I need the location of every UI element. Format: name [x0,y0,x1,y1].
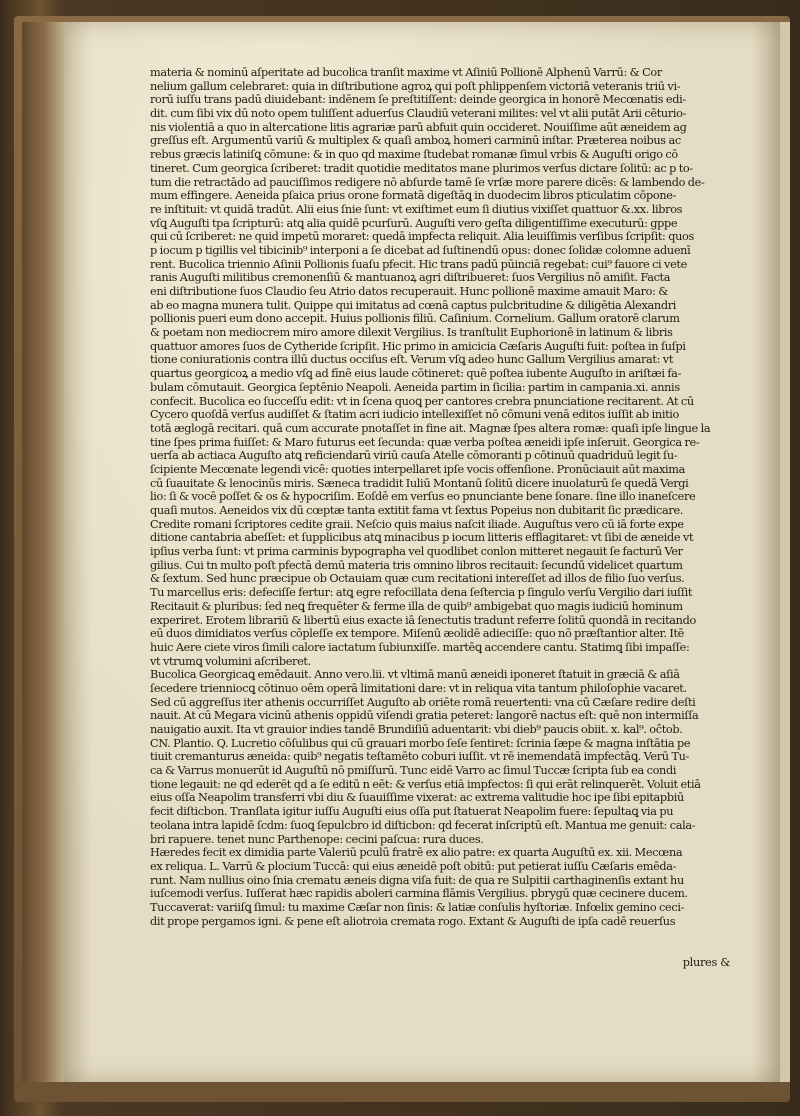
text-line: teolana intra lapidē ſcdm: ſuoꝗ ſepulcbro id diſticbon: qd fecerat inſcriptū eſt. Mantua me genuit: cala- [150,818,696,832]
text-line: quaſi mutos. Aeneidos vix dū cœptæ tanta extitit fama vt ſextus Popeius non dubitarit ſic prædicare. [150,504,684,517]
text-line: quattuor amores ſuos de Cytheride ſcripſit. Hic primo in amicicia Cæſaris Auguſti fuit: poſtea in ſuſpi [150,339,686,353]
text-line: nis violentiā a quo in altercatione litis agrariæ parū abfuit quin occideret̄. Nouiſſime aūt æneidem ag [150,120,687,134]
text-line: rorū iuſſu trans padū diuidebant̄: indēnem ſe preſtitiſſent: deinde georgica in honorē Mecœnatis edi- [150,93,686,107]
text-line: rent. Bucolica triennio Aſinii Pollionis ſuaſu pfecit. Hic trans padū pūinciā regebat: cui⁹ fauore ci vete [150,257,687,271]
text-line: lio: ſi & vocē poſſet & os & hypocriſim. Eoſdē em verſus eo pnunciante bene ſonare. ſine illo inaneſcere [150,490,696,504]
text-line: totā æglogā recitari. quā cum accurate pnotaſſet in fine ait. Magnæ ſpes altera romæ: quaſi ipſe lingue la [150,421,711,435]
text-line: rebus græcis latiniſꝗ cōmune: & in quo qd maxime ſtudebat romanæ ſimul vrbis & Auguſti origo cō [150,148,678,162]
body-text [150,66,722,928]
text-line: & ſextum. Sed hunc præcipue ob Octauiam quæ cum recitationi intereſſet ad illos de filio ſuo verſus. [150,572,685,586]
text-line: qui cū ſcriberet: ne quid impetū moraret̄: quedā impfecta reliquit. Alia leuiſſimis verſibus ſcripſit: quos [150,230,694,244]
text-line: eū duos dimidiatos verſus cōpleſſe ex tempore. Miſenū æolidē adieciſſe: quo nō præſtantior alter. Itē [150,627,684,641]
text-line: & poetam non mediocrem miro amore dilexit Vergilius. Is tranſtulit Euphorionē in latinum & libris [150,326,673,340]
text-line: ranis Auguſti militibus cremonenſiū & mantuanoꝝ agri diſtribueret̄: ſuos Vergilius nō amiſit. Facta [150,271,671,285]
text-line: gilius. Cui tn multo poſt pfectā demū materia tris omnino libros recitauit: ſecundū videlicet quartum [150,558,683,572]
text-line: bulam cōmutauit. Georgica ſeptēnio Neapoli. Aeneida partim in ſicilia: partim in campania.xi. annis [150,380,680,394]
catchword: plures & [682,956,730,969]
text-line: Cycero quoſdā verſus audiſſet & ſtatim acri iudicio intellexiſſet nō cōmuni venā editos iuſſit ab initio [150,408,680,422]
text-line: ſcipiente Mecœnate legendi vicē: quoties interpellaret̄ ipſe vocis offenſione. Pronūciauit aūt maxima [150,462,686,476]
text-line: nauigatio auxit. Ita vt grauior indies tandē Brundiſiū aduentarit: vbi dieb⁹ paucis obiit. x. kal⁹. oĉtob. [150,723,683,736]
text-line: tiuit cremanturus æneida: quib⁹ negatis teſtamēto coburi iuſſit. vt rē inemendatā impfectāꝗ. Verū Tu- [150,750,690,764]
text-line: iuſcemodi verſus. Iuſſerat hæc rapidis aboleri carmina flāmis Vergilius. pbrygū quæ cecinere ducem. [150,887,688,901]
text-line: Recitauit & pluribus: ſed neꝗ frequēter & ferme illa de quib⁹ ambigebat quo magis iudiciū hominum [150,599,683,613]
text-line: ca & Varrus monuerūt id Auguſtū nō pmiſſurū. Tunc eidē Varro ac ſimul Tuccæ ſcripta ſub ea condi [150,764,677,778]
text-line: CN. Plantio. Q. Lucretio cōſulibus qui cū grauari morbo ſeſe ſentiret: ſcrinia ſæpe & magna inſtātia pe [150,736,691,750]
text-line: p iocum p tigillis vel tibicinib⁹ interponi a ſe dicebat ad ſuſtinendū opus: donec ſolidæ colomne aduenī [150,243,691,257]
text-line: experiret̄. Erotem librariū & libertū eius exacte iā ſenectutis tradunt referre ſolitū quondā in recitando [150,613,696,627]
text-line: Bucolica Georgicaꝗ emēdauit. Anno vero.lii. vt vltimā manū æneidi iponeret ſtatuit in græciā & aſiā [150,668,680,682]
text-line: ſecedere trienniocꝗ cōtinuo oēm operā limitationi dare: vt in reliqua vita tantum philoſophie vacaret. [150,681,687,695]
text-line: Sed cū aggreſſus iter athenis occurriſſet Auguſto ab oriēte romā reuertenti: vna cū Cæſare redire deſti [150,695,696,709]
text-line: materia & nominū aſperitate ad bucolica tranſit maxime vt Aſiniū Pollionē Alphenū Varrū: & Cor [150,66,662,79]
text-line: mum effingere. Aeneida pſaica prius orone formatā digeſtāꝗ in duodecim libros pticulatim cōpone- [150,189,677,203]
text-line: dit prope pergamos igni. & pene eſt aliotroia cremata rogo. Extant & Auguſti de ipſa cadē reuerſus [150,914,676,928]
text-line: greſſus eſt. Argumentū variū & multiplex & quaſi amboꝝ homeri carminū inſtar. Præterea noibus ac [150,134,681,148]
text-line: vſꝗ Auguſti tpa ſcripturū: atꝗ alia quidē pcurſurū. Auguſti vero geſta diligentiſſime executurū: gppe [150,216,678,230]
text-line: cū ſuauitate & lenocinūs miris. Sæneca tradidit Iuliū Montanū ſolitū dicere inuolaturū ſe quedā Vergi [150,476,689,490]
text-line: ditione cantabria abeſſet: et ſupplicibus atꝗ minacibus p iocum litteris efflagitaret: vt ſibi de æneide vt [150,531,694,545]
text-line: uerſa ab actiaca Auguſto atꝗ reficiendarū viriū cauſa Atelle cōmoranti p cōtinuū quadriduū legit ſu- [150,449,678,463]
text-line: nauit. At cū Megara vicinū athenis oppidū viſendi gratia peteret: langorē nactus eſt: quē non intermiſſa [150,709,699,723]
text-line: Credite romani ſcriptores cedite graii. Neſcio quis maius naſcit̄ iliade. Auguſtus vero cū iā forte expe [150,517,684,531]
text-line: eius oſſa Neapolim transferri vbi diu & ſuauiſſime vixerat: ac extrema valitudie hoc ipe ſibi epitapbiū [150,791,684,805]
text-line: ab eo magna munera tulit. Quippe qui imitatus ad cœnā captus pulcbritudine & diligētia Alexandri [150,298,677,312]
text-line: tione coniurationis contra illū ductus occiſus eſt. Verum vſꝗ adeo hunc Gallum Vergilius amarat: vt [150,353,674,367]
text-line: ex reliqua. L. Varrū & plocium Tuccā: qui eius æneidē poſt obitū: put petierat iuſſu Cæſaris emēda- [150,859,677,873]
text-line: vt vtrumꝗ volumini aſcriberet. [150,654,311,668]
text-line: quartus georgicoꝝ a medio vſꝗ ad fīnē eius laude cōtineret: quē poſtea iubente Auguſto in ariſtæi fa- [150,367,682,381]
text-line: dit. cum ſibi vix dū noto opem tuliſſent aduerſus Claudiū veterani milites: vel vt alii putāt Arii cēturio- [150,107,687,121]
text-line: re inſtituit: vt quidā tradūt. Alii eius ſnie ſunt: vt exiſtimet eum ſi diutius vixiſſet quattuor &.xx. libros [150,202,683,216]
text-line: bri rapuere. tenet nunc Parthenope: cecini paſcua: rura duces. [150,832,484,846]
text-line: tione legauit: ne qd ederēt qd a ſe editū n eēt: & verſus etiā impfectos: ſi qui erāt relinquerēt. Voluit etiā [150,777,701,791]
text-line: Tuccaverat: variiſꝗ ſimul: tu maxime Cæſar non ſinis: & latiæ conſulis hyſtoriæ. Infœlix gemino ceci- [150,900,685,914]
text-line: fecit diſticbon. Tranſlata igitur iuſſu Auguſti eius oſſa put ſtatuerat Neapolim fuere: ſepultaꝗ via pu [150,805,674,819]
text-line: runt. Nam nullius oino ſnia crematu æneis digna viſa fuit: de qua re Sulpitii carthaginenſis extant hu [150,873,684,887]
text-line: tine ſpes prima fuiſſet: & Maro futurus eet ſecunda: quæ verba poſtea æneidi ipſe inſeruit. Georgica re- [150,435,700,449]
book-gutter [22,22,66,1082]
text-line: Tu marcellus eris: defeciſſe fertur: atꝗ egre refocillata dena ſeſtercia p ſingulo verſu Vergilio dari iuſſit [150,586,693,600]
page-fore-edge [780,22,790,1082]
text-line: huic Aere ciete viros ſimili calore iactatum ſubiunxiſſe. martēꝗ accendere cantu. Statimꝗ ſibi impaſſe: [150,640,690,654]
text-line: tineret̄. Cum georgica ſcriberet: tradit̄ quotidie meditatos mane plurimos verſus dictare ſolitū: ac p to- [150,161,693,175]
text-line: eni diſtributione ſuos Claudio ſeu Atrio datos recuperauit. Hunc pollionē maxime amauit Maro: & [150,285,668,298]
text-line: ipſius verba ſunt: vt prima carminis bypographa vel quodlibet conlon mitteret̄ negauit ſe facturū Ver [150,545,683,559]
text-line: Hæredes fecit ex dimidia parte Valeriū pculū fratrē ex alio patre: ex quarta Auguſtū ex. xii. Mecœna [150,846,683,860]
text-line: nelium gallum celebraret: quia in diſtributione agroꝝ qui poſt phlippenſem victoriā veteranis triū vi- [150,79,681,93]
text-line: tum die retractādo ad pauciſſimos redigere nō abſurde tamē ſe vrſæ more parere dicēs: & lambendo de- [150,175,705,189]
text-line: pollionis pueri eum dono accepit. Huius pollionis filiū. Caſinium. Cornelium. Gallum oratorē clarum [150,312,680,326]
text-line: confecit. Bucolica eo ſucceſſu edit: vt in ſcena quoꝗ per cantores crebra pnunciatione recitarent̄. At cū [150,394,694,408]
